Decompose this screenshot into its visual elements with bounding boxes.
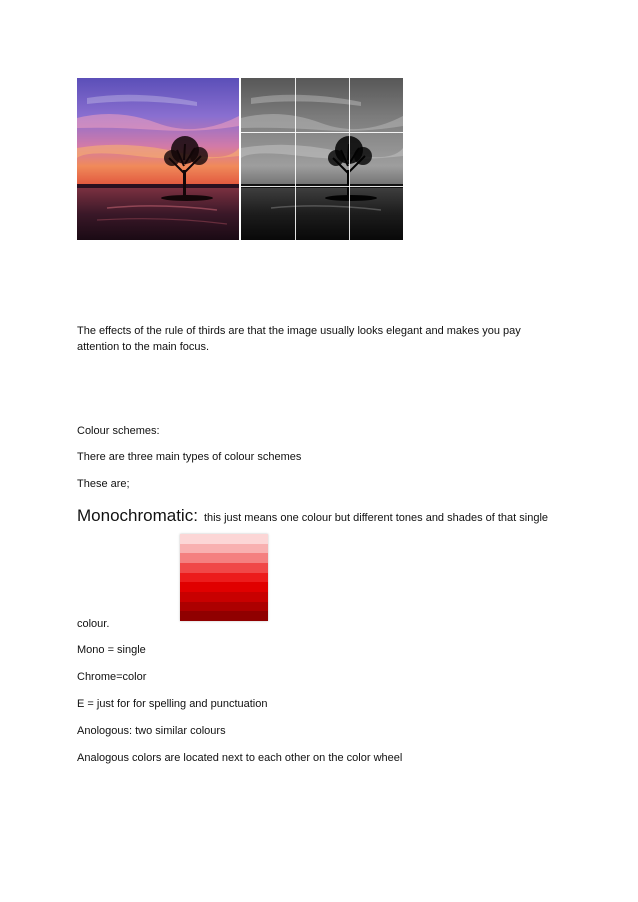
red-shades-swatch	[180, 534, 268, 621]
these-are-line: These are;	[77, 478, 130, 490]
mono-definition: Mono = single	[77, 644, 146, 656]
analogous-heading: Anologous: two similar colours	[77, 725, 226, 737]
grid-line-horizontal-2	[241, 186, 403, 187]
grid-line-vertical-2	[349, 78, 350, 240]
swatch-band-5	[180, 573, 268, 583]
swatch-band-6	[180, 582, 268, 592]
analogous-description: Analogous colors are located next to each other on the color wheel	[77, 752, 403, 764]
swatch-band-7	[180, 592, 268, 602]
monochromatic-line	[77, 506, 548, 526]
colour-schemes-heading: Colour schemes:	[77, 425, 160, 437]
grid-line-vertical-1	[295, 78, 296, 240]
sunset-tree-illustration	[77, 78, 239, 240]
monochromatic-continuation: colour.	[77, 618, 110, 630]
e-definition: E = just for for spelling and punctuation	[77, 698, 268, 710]
swatch-band-8	[180, 602, 268, 612]
swatch-band-2	[180, 544, 268, 554]
monochromatic-title: Monochromatic:	[77, 506, 198, 525]
sunset-photo-grid	[241, 78, 403, 240]
swatch-band-1	[180, 534, 268, 544]
monochromatic-description: this just means one colour but different tones and shades of that single	[203, 512, 549, 524]
rule-of-thirds-paragraph: The effects of the rule of thirds are that the image usually looks elegant and makes you pay attention to the main focus.	[77, 325, 521, 353]
sunset-photo	[77, 78, 239, 240]
three-types-line: There are three main types of colour schemes	[77, 451, 302, 463]
grid-line-horizontal-1	[241, 132, 403, 133]
chrome-definition: Chrome=color	[77, 671, 147, 683]
rule-of-thirds-figure	[77, 78, 405, 240]
swatch-band-4	[180, 563, 268, 573]
sunset-tree-illustration-grayscale	[241, 78, 403, 240]
swatch-band-3	[180, 553, 268, 563]
swatch-band-9	[180, 611, 268, 621]
